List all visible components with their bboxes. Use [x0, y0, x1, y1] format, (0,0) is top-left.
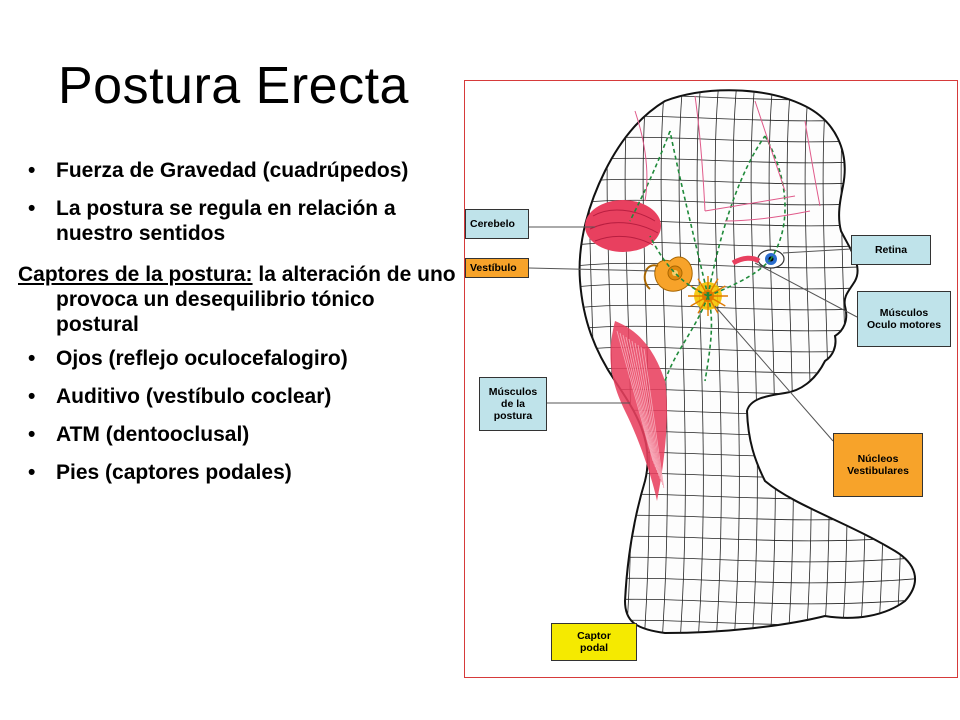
- bullet-text-pies: Pies (captores podales): [56, 461, 292, 484]
- bullet-item: [18, 384, 458, 409]
- bullet-dot: •: [28, 347, 36, 370]
- label-musculos-oculo: Músculos Oculo motores: [857, 291, 951, 347]
- captores-heading: Captores de la postura:: [18, 263, 253, 286]
- bullet-dot: •: [28, 159, 36, 182]
- bullet-text-auditivo: Auditivo (vestíbulo coclear): [56, 385, 332, 408]
- bullet-text-gravedad: Fuerza de Gravedad (cuadrúpedos): [56, 159, 409, 182]
- bullet-text-ojos: Ojos (reflejo oculocefalogiro): [56, 347, 348, 370]
- captores-text: la alteración de uno provoca un desequilibrio tónico postural: [56, 263, 456, 336]
- bullet-text-atm: ATM (dentooclusal): [56, 423, 250, 446]
- captores-paragraph: [18, 262, 458, 337]
- bullet-item: [18, 196, 458, 246]
- label-captor-podal: Captor podal: [551, 623, 637, 661]
- bullet-dot: •: [28, 461, 36, 484]
- label-musculos-postura: Músculos de la postura: [479, 377, 547, 431]
- bullet-dot: •: [28, 197, 36, 220]
- label-vestibulo: Vestíbulo: [465, 258, 529, 278]
- bullet-item: [18, 158, 458, 183]
- bullet-dot: •: [28, 423, 36, 446]
- bullet-item: [18, 460, 458, 485]
- bullet-item: [18, 422, 458, 447]
- bullet-text-regula: La postura se regula en relación a nuestro sentidos: [56, 197, 396, 245]
- head-posture-diagram: [464, 80, 958, 678]
- label-nucleos-vestibulares: Núcleos Vestibulares: [833, 433, 923, 497]
- label-retina: Retina: [851, 235, 931, 265]
- slide-title: Postura Erecta: [58, 57, 409, 115]
- label-cerebelo: Cerebelo: [465, 209, 529, 239]
- bullet-list: [18, 158, 458, 498]
- bullet-dot: •: [28, 385, 36, 408]
- bullet-item: [18, 346, 458, 371]
